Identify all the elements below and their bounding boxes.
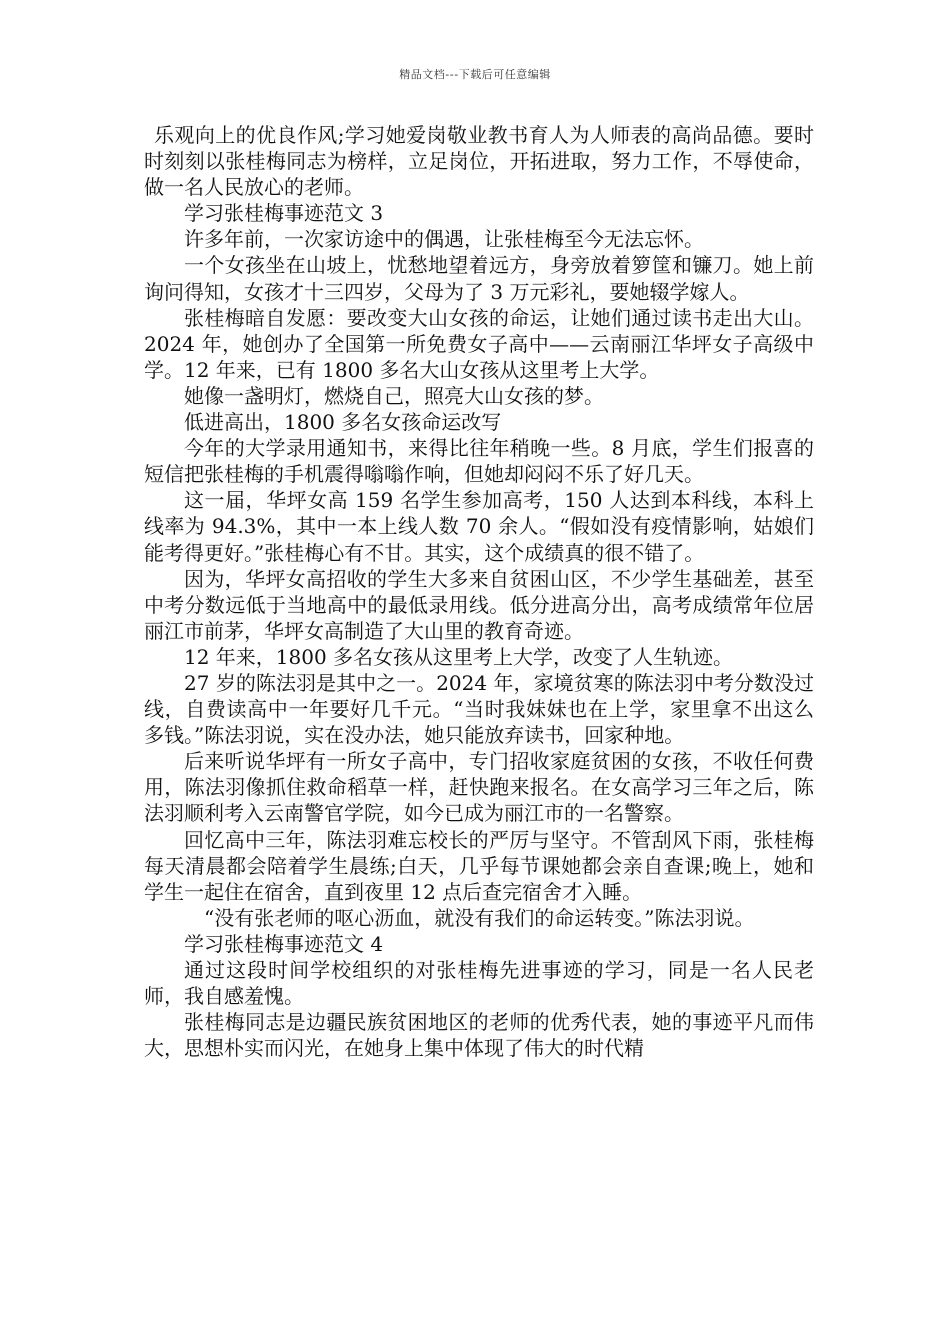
paragraph: 27 岁的陈法羽是其中之一。2024 年，家境贫寒的陈法羽中考分数没过线，自费读高中一年要好几千元。“当时我妹妹也在上学，家里拿不出这么多钱。”陈法羽说，实在没办法，她只能放弃读书，回家种地。 (144, 670, 814, 748)
paragraph: 张桂梅同志是边疆民族贫困地区的老师的优秀代表，她的事迹平凡而伟大，思想朴实而闪光，在她身上集中体现了伟大的时代精 (144, 1010, 814, 1061)
paragraph: 学习张桂梅事迹范文 3 (184, 201, 384, 226)
paragraph: 许多年前，一次家访途中的偶遇，让张桂梅至今无法忘怀。 (184, 227, 704, 252)
paragraph: 张桂梅暗自发愿：要改变大山女孩的命运，让她们通过读书走出大山。2024 年，她创办了全国第一所免费女子高中——云南丽江华坪女子高级中学。12 年来，已有 1800 多名大山女孩从这里考上大学。 (144, 305, 814, 382)
paragraph: 学习张桂梅事迹范文 4 (184, 931, 384, 956)
document-body (144, 122, 814, 1061)
paragraph: 这一届，华坪女高 159 名学生参加高考，150 人达到本科线，本科上线率为 94.3%，其中一本上线人数 70 余人。“假如没有疫情影响，姑娘们能考得更好。”张桂梅心有不甘。其实，这个成绩真的很不错了。 (144, 488, 814, 565)
paragraph: 后来听说华坪有一所女子高中，专门招收家庭贫困的女孩，不收任何费用，陈法羽像抓住救命稻草一样，赶快跑来报名。在女高学习三年之后，陈法羽顺利考入云南警官学院，如今已成为丽江市的一名警察。 (144, 749, 814, 826)
paragraph: 因为，华坪女高招收的学生大多来自贫困山区，不少学生基础差，甚至中考分数远低于当地高中的最低录用线。低分进高分出，高考成绩常年位居丽江市前茅，华坪女高制造了大山里的教育奇迹。 (144, 566, 814, 643)
page-header: 精品文档---下载后可任意编辑 (399, 68, 551, 81)
paragraph: 今年的大学录用通知书，来得比往年稍晚一些。8 月底，学生们报喜的短信把张桂梅的手机震得嗡嗡作响，但她却闷闷不乐了好几天。 (144, 436, 814, 487)
paragraph: 她像一盏明灯，燃烧自己，照亮大山女孩的梦。 (184, 383, 604, 408)
paragraph: 一个女孩坐在山坡上，忧愁地望着远方，身旁放着箩筐和镰刀。她上前询问得知，女孩才十三四岁，父母为了 3 万元彩礼，要她辍学嫁人。 (144, 253, 814, 304)
paragraph: 回忆高中三年，陈法羽难忘校长的严厉与坚守。不管刮风下雨，张桂梅每天清晨都会陪着学生晨练;白天，几乎每节课她都会亲自查课;晚上，她和学生一起住在宿舍，直到夜里 12 点后查完宿舍才入睡。 (144, 827, 814, 904)
paragraph: 通过这段时间学校组织的对张桂梅先进事迹的学习，同是一名人民老师，我自感羞愧。 (144, 958, 814, 1009)
paragraph: 低进高出，1800 多名女孩命运改写 (184, 410, 502, 435)
paragraph: 乐观向上的优良作风;学习她爱岗敬业教书育人为人师表的高尚品德。要时时刻刻以张桂梅同志为榜样，立足岗位，开拓进取，努力工作，不辱使命，做一名人民放心的老师。 (144, 123, 814, 200)
paragraph: 12 年来，1800 多名女孩从这里考上大学，改变了人生轨迹。 (184, 644, 734, 669)
paragraph: “没有张老师的呕心沥血，就没有我们的命运转变。”陈法羽说。 (204, 905, 755, 930)
